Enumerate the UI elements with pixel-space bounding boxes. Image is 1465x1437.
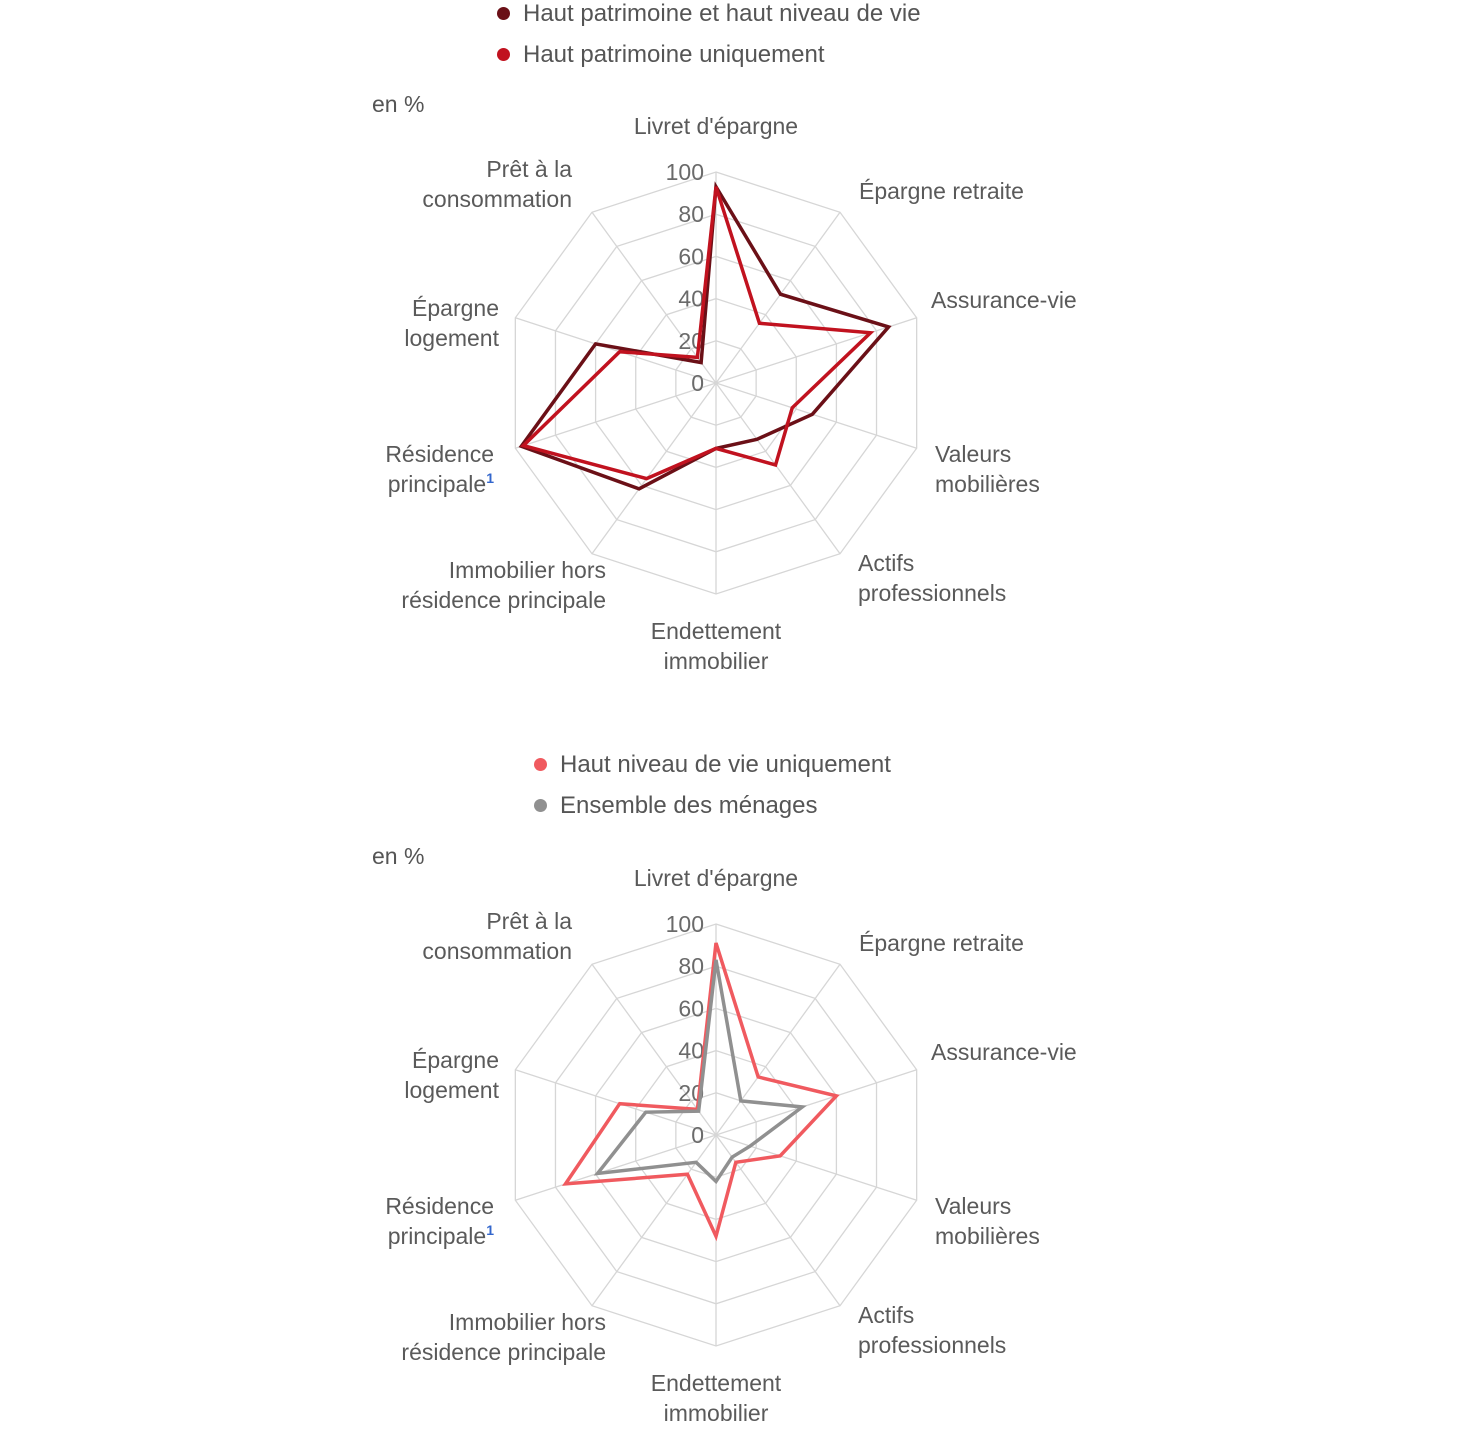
- axis-label: Livret d'épargne: [633, 113, 799, 139]
- axis-label: Livret d'épargne: [633, 865, 799, 891]
- tick-label: 20: [678, 327, 704, 354]
- tick-label: 40: [678, 285, 704, 312]
- axis-label: Épargne logement: [404, 1047, 499, 1103]
- axis-label: Épargne retraite: [859, 178, 1024, 204]
- radar-plot: [0, 0, 1465, 712]
- grid-spoke: [716, 383, 840, 554]
- grid-spoke: [716, 383, 917, 448]
- axis-label: Épargne retraite: [859, 930, 1024, 956]
- tick-label: 40: [678, 1037, 704, 1064]
- axis-label: Prêt à la consommation: [422, 908, 572, 964]
- axis-label: Prêt à la consommation: [422, 156, 572, 212]
- axis-label: Immobilier hors résidence principale: [401, 557, 606, 613]
- legend-label: Haut patrimoine uniquement: [523, 41, 825, 68]
- axis-label: Actifs professionnels: [858, 1302, 1007, 1358]
- radar-chart-top: [0, 0, 1465, 712]
- axis-label: Résidence principale$^1$: [385, 1193, 494, 1249]
- axis-label: Résidence principale$^1$: [385, 441, 494, 497]
- grid-spoke: [716, 212, 840, 383]
- tick-label: 60: [678, 995, 704, 1022]
- radar-chart-bottom: [0, 752, 1465, 1437]
- tick-label: 0: [691, 370, 704, 396]
- unit-label: en %: [372, 843, 425, 869]
- tick-label: 80: [678, 201, 704, 228]
- axis-label: Assurance-vie: [931, 1039, 1077, 1065]
- axis-label: Épargne logement: [404, 295, 499, 351]
- grid-spoke: [515, 1135, 716, 1200]
- axis-label: Actifs professionnels: [858, 550, 1007, 606]
- tick-label: 100: [665, 911, 704, 937]
- axis-label: Endettement immobilier: [650, 1370, 782, 1426]
- series-line: [598, 960, 803, 1182]
- legend-label: Haut niveau de vie uniquement: [560, 751, 891, 778]
- axis-label: Valeurs mobilières: [935, 1193, 1040, 1249]
- grid-spoke: [716, 1135, 840, 1306]
- axis-label: Endettement immobilier: [650, 618, 782, 674]
- tick-label: 0: [691, 1122, 704, 1148]
- axis-label: Immobilier hors résidence principale: [401, 1309, 606, 1365]
- tick-label: 60: [678, 243, 704, 270]
- tick-label: 20: [678, 1079, 704, 1106]
- tick-label: 100: [665, 159, 704, 185]
- tick-label: 80: [678, 953, 704, 980]
- radar-plot: [0, 752, 1465, 1437]
- axis-label: Valeurs mobilières: [935, 441, 1040, 497]
- grid-spoke: [716, 1135, 917, 1200]
- legend-label: Ensemble des ménages: [560, 792, 818, 819]
- grid-spoke: [592, 1135, 716, 1306]
- axis-label: Assurance-vie: [931, 287, 1077, 313]
- unit-label: en %: [372, 91, 425, 117]
- legend-label: Haut patrimoine et haut niveau de vie: [523, 0, 921, 27]
